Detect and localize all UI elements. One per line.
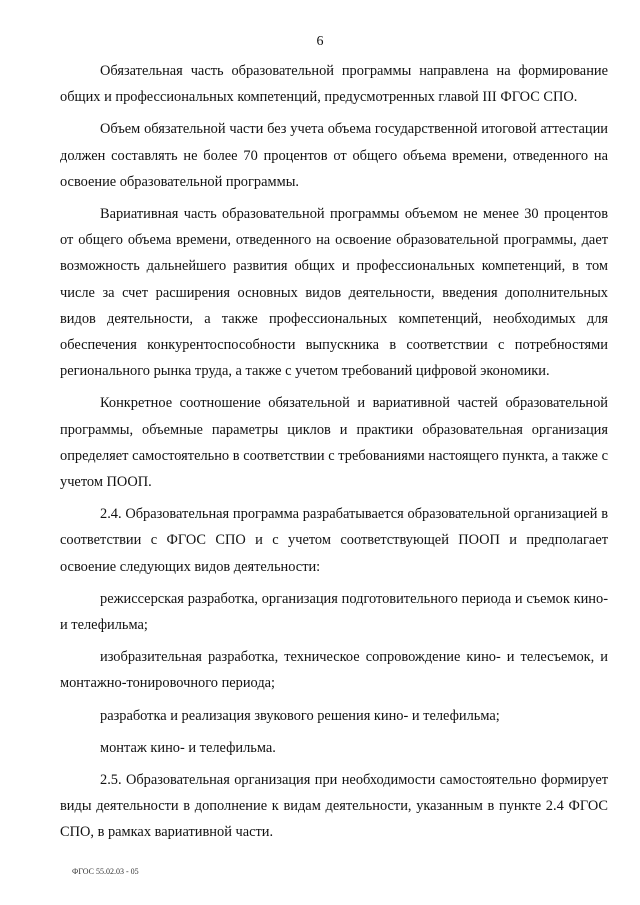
paragraph-variative-part: Вариативная часть образовательной программы объемом не менее 30 процентов от общего объема времени, отведенного на освоение образовательной программы, дает возможность дальнейшего развития общих и профессиональных компетенций, в том числе за счет расширения основных видов деятельности, введения дополнительных видов деятельности, а также профессиональных компетенций, необходимых для обеспечения конкурентоспособности выпускника в соответствии с потребностями регионального рынка труда, а также с учетом требований цифровой экономики. [60, 206, 608, 380]
paragraph-ratio: Конкретное соотношение обязательной и вариативной частей образовательной программы, объемные параметры циклов и практики образовательная организация определяет самостоятельно в соответствии с требованиями настоящего пункта, а также с учетом ПООП. [60, 395, 608, 491]
activity-item-editing: монтаж кино- и телефильма. [100, 739, 276, 756]
activity-item-sound: разработка и реализация звукового решения кино- и телефильма; [100, 707, 500, 724]
paragraph-mandatory-volume: Объем обязательной части без учета объема государственной итоговой аттестации должен составлять не более 70 процентов от общего объема времени, отведенного на освоение образовательной программы. [60, 121, 608, 190]
paragraph-2-4: 2.4. Образовательная программа разрабатывается образовательной организацией в соответствии с ФГОС СПО и с учетом соответствующей ПООП и предполагает освоение следующих видов деятельности: [60, 506, 608, 575]
document-body [60, 58, 608, 846]
page-number: 6 [316, 34, 324, 49]
document-footer: ФГОС 55.02.03 - 05 [72, 867, 139, 876]
activity-item-visual: изобразительная разработка, техническое сопровождение кино- и телесъемок, и монтажно-тонировочного периода; [60, 649, 608, 692]
paragraph-2-5: 2.5. Образовательная организация при необходимости самостоятельно формирует виды деятельности в дополнение к видам деятельности, указанным в пункте 2.4 ФГОС СПО, в рамках вариативной части. [60, 772, 608, 841]
paragraph-mandatory-part: Обязательная часть образовательной программы направлена на формирование общих и профессиональных компетенций, предусмотренных главой III ФГОС СПО. [60, 63, 608, 106]
activity-item-directing: режиссерская разработка, организация подготовительного периода и съемок кино- и телефильма; [60, 590, 608, 634]
